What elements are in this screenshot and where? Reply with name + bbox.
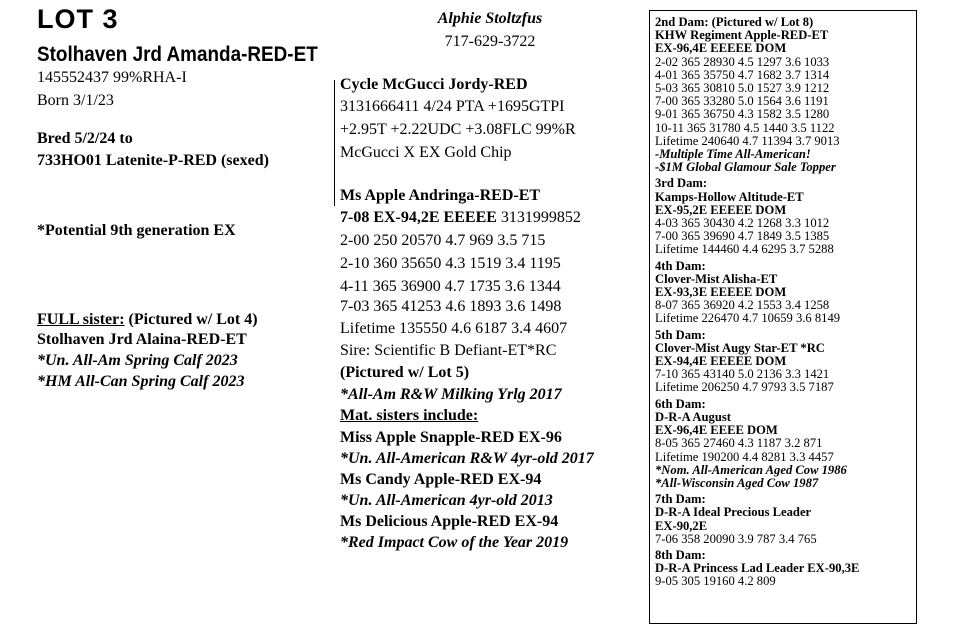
pedigree-record: 4-01 365 35750 4.7 1682 3.7 1314 <box>655 67 830 82</box>
full-sister-name: Stolhaven Jrd Alaina-RED-ET <box>37 331 247 348</box>
pedigree-dam-score: EX-95,2E EEEEE DOM <box>655 202 787 217</box>
dam-score: 7-08 EX-94,2E EEEEE <box>340 209 497 226</box>
dam-record: 4-11 365 36900 4.7 1735 3.6 1344 <box>340 278 561 295</box>
pedigree-record: 7-06 358 20090 3.9 787 3.4 765 <box>655 531 817 546</box>
pedigree-award: -Multiple Time All-American! <box>655 147 811 162</box>
maternal-sister-name: Miss Apple Snapple-RED EX-96 <box>340 429 562 446</box>
pedigree-record: 8-07 365 36920 4.2 1553 3.4 1258 <box>655 298 830 313</box>
pedigree-dam-title: 8th Dam: <box>655 547 706 562</box>
pedigree-dam-title: 7th Dam: <box>655 492 706 507</box>
cow-name: Stolhaven Jrd Amanda-RED-ET <box>37 43 318 66</box>
pedigree-record: 7-10 365 43140 5.0 2136 3.3 1421 <box>655 367 830 382</box>
pedigree-lifetime-record: Lifetime 206250 4.7 9793 3.5 7187 <box>655 380 834 395</box>
sire-info-3: McGucci X EX Gold Chip <box>340 144 512 161</box>
pedigree-lifetime-record: Lifetime 144460 4.4 6295 3.7 5288 <box>655 242 834 257</box>
registration-number: 145552437 99%RHA-I <box>37 69 187 86</box>
dam-record: 2-10 360 35650 4.3 1519 3.4 1195 <box>340 255 561 272</box>
pedigree-dam-score: EX-93,3E EEEEE DOM <box>655 285 787 300</box>
pedigree-dam-name: D-R-A Princess Lad Leader EX-90,3E <box>655 561 860 576</box>
pedigree-award: -$1M Global Glamour Sale Topper <box>655 160 836 175</box>
dam-score-line <box>340 209 581 227</box>
seller-name: Alphie Stoltzfus <box>437 10 543 27</box>
pedigree-dam-title: 2nd Dam: (Pictured w/ Lot 8) <box>655 15 814 29</box>
pedigree-record: 9-01 365 36750 4.3 1582 3.5 1280 <box>655 107 830 122</box>
pedigree-dam-name: D-R-A August <box>655 409 731 424</box>
pedigree-dam-title: 4th Dam: <box>655 258 706 273</box>
pedigree-record: 4-03 365 30430 4.2 1268 3.3 1012 <box>655 216 830 231</box>
pedigree-dam-name: KHW Regiment Apple-RED-ET <box>655 28 829 43</box>
sire-name: Cycle McGucci Jordy-RED <box>340 76 528 93</box>
maternal-sister-name: Ms Candy Apple-RED EX-94 <box>340 471 542 488</box>
pedigree-bracket-line <box>334 80 335 206</box>
pedigree-lifetime-record: Lifetime 240640 4.7 11394 3.7 9013 <box>655 133 840 148</box>
pedigree-record: 8-05 365 27460 4.3 1187 3.2 871 <box>655 436 823 451</box>
pedigree-dam-name: Clover-Mist Augy Star-ET *RC <box>655 340 825 355</box>
dam-name: Ms Apple Andringa-RED-ET <box>340 187 541 204</box>
maternal-sister-award: *Un. All-American R&W 4yr-old 2017 <box>340 450 594 467</box>
dam-pictured-note: (Pictured w/ Lot 5) <box>340 364 470 381</box>
pedigree-dam-title: 6th Dam: <box>655 396 706 411</box>
pedigree-record: 9-05 305 19160 4.2 809 <box>655 574 776 589</box>
dam-sire: Sire: Scientific B Defiant-ET*RC <box>340 342 557 359</box>
birth-date: Born 3/1/23 <box>37 92 114 109</box>
bred-date: Bred 5/2/24 to <box>37 130 133 147</box>
pedigree-lifetime-record: Lifetime 226470 4.7 10659 3.6 8149 <box>655 311 841 326</box>
pedigree-record: 10-11 365 31780 4.5 1440 3.5 1122 <box>655 120 835 135</box>
pedigree-record: 7-00 365 33280 5.0 1564 3.6 1191 <box>655 94 829 109</box>
pedigree-lifetime-record: Lifetime 190200 4.4 8281 3.3 4457 <box>655 449 834 464</box>
pedigree-dam-score: EX-94,4E EEEEE DOM <box>655 354 787 369</box>
dam-record: 2-00 250 20570 4.7 969 3.5 715 <box>340 232 546 249</box>
pedigree-dam-score: EX-90,2E <box>655 518 708 533</box>
seller-phone: 717-629-3722 <box>444 33 536 50</box>
maternal-sister-name: Ms Delicious Apple-RED EX-94 <box>340 513 559 530</box>
full-sister-pictured: (Pictured w/ Lot 4) <box>124 311 258 328</box>
pedigree-dam-name: Kamps-Hollow Altitude-ET <box>655 189 804 204</box>
extended-pedigree-box <box>649 10 917 624</box>
pedigree-award: *All-Wisconsin Aged Cow 1987 <box>655 475 819 490</box>
pedigree-dam-title: 3rd Dam: <box>655 176 708 191</box>
bred-to-sire: 733HO01 Latenite-P-RED (sexed) <box>37 152 269 169</box>
pedigree-record: 5-03 365 30810 5.0 1527 3.9 1212 <box>655 81 830 96</box>
pedigree-dam-name: Clover-Mist Alisha-ET <box>655 271 778 286</box>
maternal-sister-award: *Red Impact Cow of the Year 2019 <box>340 534 569 551</box>
maternal-sister-award: *Un. All-American 4yr-old 2013 <box>340 492 553 509</box>
pedigree-award: *Nom. All-American Aged Cow 1986 <box>655 462 847 477</box>
lot-number: LOT 3 <box>37 4 119 34</box>
dam-award: *All-Am R&W Milking Yrlg 2017 <box>340 386 562 403</box>
dam-registration: 3131999852 <box>496 209 581 226</box>
pedigree-record: 7-00 365 39690 4.7 1849 3.5 1385 <box>655 229 830 244</box>
dam-record: 7-03 365 41253 4.6 1893 3.6 1498 <box>340 298 562 315</box>
full-sister-label: FULL sister: <box>37 311 125 328</box>
sire-info-1: 3131666411 4/24 PTA +1695GTPI <box>340 98 565 115</box>
full-sister-award-1: *Un. All-Am Spring Calf 2023 <box>37 352 238 369</box>
full-sister-award-2: *HM All-Can Spring Calf 2023 <box>37 373 245 390</box>
pedigree-dam-name: D-R-A Ideal Precious Leader <box>655 505 812 520</box>
potential-generation-note: *Potential 9th generation EX <box>37 222 236 239</box>
full-sister-heading <box>37 311 258 329</box>
sire-info-2: +2.95T +2.22UDC +3.08FLC 99%R <box>340 121 576 138</box>
pedigree-dam-score: EX-96,4E EEEEE DOM <box>655 41 787 56</box>
pedigree-dam-score: EX-96,4E EEEE DOM <box>655 423 778 438</box>
maternal-sisters-heading: Mat. sisters include: <box>340 407 479 424</box>
pedigree-dam-title: 5th Dam: <box>655 327 706 342</box>
dam-lifetime-record: Lifetime 135550 4.6 6187 3.4 4607 <box>340 320 568 337</box>
pedigree-record: 2-02 365 28930 4.5 1297 3.6 1033 <box>655 54 830 69</box>
